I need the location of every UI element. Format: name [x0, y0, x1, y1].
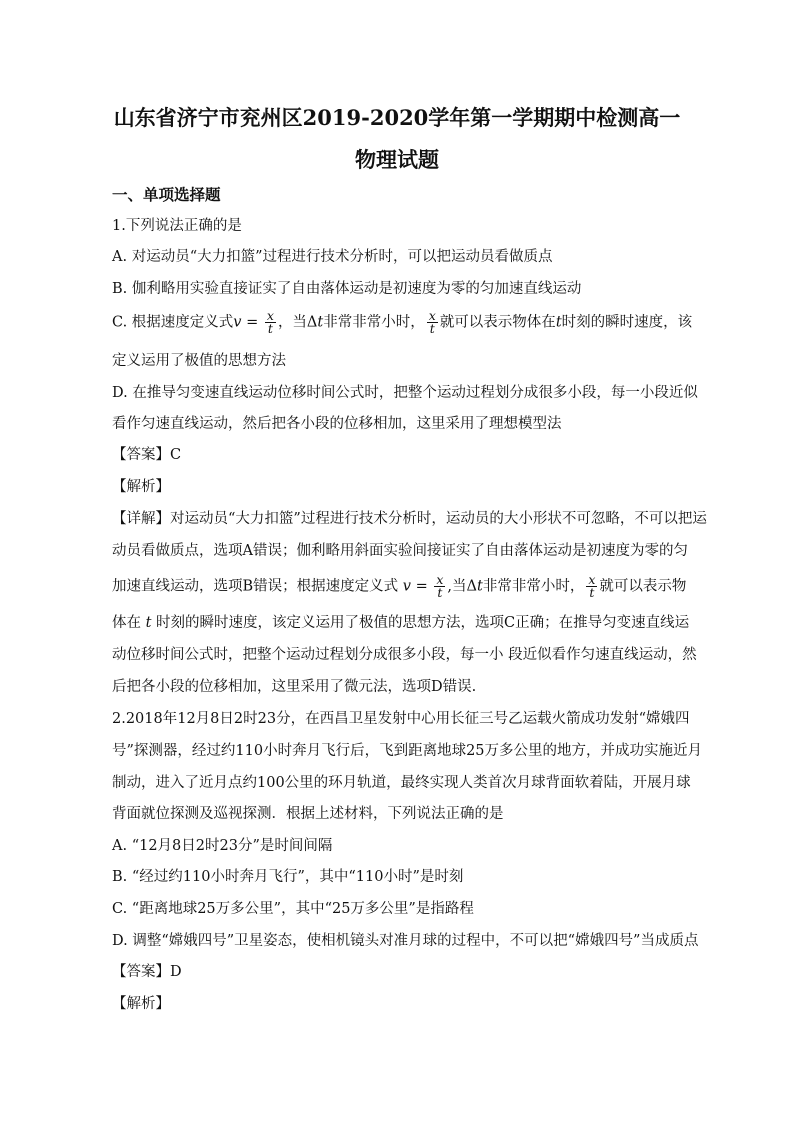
- q1-detail-line2: 动员看做质点，选项A错误；伽利略用斜面实验间接证实了自由落体运动是初速度为零的匀: [112, 543, 688, 559]
- fraction-denominator: t: [437, 585, 443, 600]
- q1-detail-line5: 动位移时间公式时，把整个运动过程划分成很多小段，每一小 段近似看作匀速直线运动，然: [112, 647, 697, 663]
- detail-text: ,当Δ: [447, 578, 477, 595]
- answer-value: C: [170, 447, 182, 463]
- q1-option-c-line2: 定义运用了极值的思想方法: [112, 353, 286, 369]
- fraction-denominator: t: [267, 321, 273, 336]
- math-t: t: [145, 615, 152, 631]
- fraction-numerator: x: [266, 308, 274, 323]
- detail-text: 就可以表示物: [599, 578, 687, 595]
- detail-text: 加速直线运动，选项B错误；根据速度定义式: [112, 578, 403, 595]
- exam-title-line2: 物理试题: [355, 147, 439, 172]
- q2-stem-line1: 2.2018年12月8日2时23分，在西昌卫星发射中心用长征三号乙运载火箭成功发射“嫦娥四: [112, 711, 690, 727]
- math-equals: =: [410, 578, 433, 595]
- fraction-numerator: x: [588, 572, 596, 587]
- q1-c-text-2: ，当Δ: [277, 314, 318, 331]
- fraction-x-over-t: [427, 310, 438, 335]
- math-t: t: [477, 578, 483, 595]
- q2-analysis-label: 【解析】: [112, 996, 170, 1012]
- q2-stem-line3: 制动，进入了近月点约100公里的环月轨道，最终实现人类首次月球背面软着陆，开展月球: [112, 775, 691, 791]
- fraction-numerator: x: [436, 572, 444, 587]
- q2-stem-line2: 号”探测器，经过约110小时奔月飞行后，飞到距离地球25万多公里的地方，并成功实施近月: [112, 743, 703, 759]
- q2-option-d: D. 调整“嫦娥四号”卫星姿态，使相机镜头对准月球的过程中，不可以把“嫦娥四号”当成质点: [112, 933, 699, 949]
- exam-title-line1: 山东省济宁市兖州区2019-2020学年第一学期期中检测高一: [113, 105, 681, 130]
- q2-answer: [112, 961, 182, 983]
- q1-answer: [112, 444, 181, 466]
- q1-detail-line6: 后把各小段的位移相加，这里采用了微元法，选项D错误.: [112, 679, 477, 695]
- q1-c-text-4: 就可以表示物体在: [439, 314, 556, 331]
- answer-label: 【答案】: [112, 964, 170, 980]
- math-equals: =: [241, 314, 263, 331]
- q1-analysis-label: 【解析】: [112, 479, 170, 495]
- detail-text: 非常非常小时，: [482, 578, 585, 595]
- q1-option-d-line2: 看作匀速直线运动，然后把各小段的位移相加，这里采用了理想模型法: [112, 416, 562, 432]
- q1-option-c: [112, 310, 692, 335]
- q2-stem-line4: 背面就位探测及巡视探测．根据上述材料，下列说法正确的是: [112, 806, 504, 822]
- q2-option-b: B. “经过约110小时奔月飞行”，其中“110小时”是时刻: [112, 869, 464, 885]
- fraction-numerator: x: [428, 308, 436, 323]
- q1-c-text-3: 非常非常小时，: [323, 314, 425, 331]
- fraction-x-over-t: [434, 574, 445, 599]
- q2-option-c: C. “距离地球25万多公里”，其中“25万多公里”是指路程: [112, 901, 474, 917]
- q1-detail-line1: [112, 508, 707, 530]
- q1-option-d-line1: D. 在推导匀变速直线运动位移时间公式时，把整个运动过程划分成很多小段，每一小段近似: [112, 385, 698, 401]
- answer-value: D: [170, 964, 182, 980]
- math-t: t: [555, 314, 562, 331]
- section-heading: 一、单项选择题: [112, 185, 221, 204]
- q1-option-b: B. 伽利略用实验直接证实了自由落体运动是初速度为零的匀加速直线运动: [112, 281, 582, 297]
- answer-label: 【答案】: [112, 447, 170, 463]
- q1-detail-line3: [112, 574, 686, 599]
- q2-option-a: A. “12月8日2时23分”是时间间隔: [112, 838, 333, 854]
- q1-detail-line4: [112, 612, 689, 634]
- detail-text: 对运动员“大力扣篮”过程进行技术分析时，运动员的大小形状不可忽略，不可以把运: [170, 511, 707, 527]
- math-v: v: [402, 578, 411, 595]
- fraction-x-over-t: [586, 574, 597, 599]
- detail-text: 体在: [112, 615, 146, 631]
- fraction-denominator: t: [589, 585, 595, 600]
- q1-option-a: A. 对运动员“大力扣篮”过程进行技术分析时，可以把运动员看做质点: [112, 249, 553, 265]
- detail-label: 【详解】: [112, 511, 170, 527]
- fraction-denominator: t: [429, 321, 435, 336]
- q1-c-text-1: C. 根据速度定义式: [112, 314, 234, 331]
- math-t: t: [317, 314, 324, 331]
- fraction-x-over-t: [265, 310, 276, 335]
- q1-c-text-5: 时刻的瞬时速度，该: [561, 314, 693, 331]
- detail-text: 时刻的瞬时速度，该定义运用了极值的思想方法，选项C正确；在推导匀变速直线运: [151, 615, 690, 631]
- q1-stem: 1.下列说法正确的是: [112, 218, 242, 234]
- math-v: v: [233, 314, 242, 331]
